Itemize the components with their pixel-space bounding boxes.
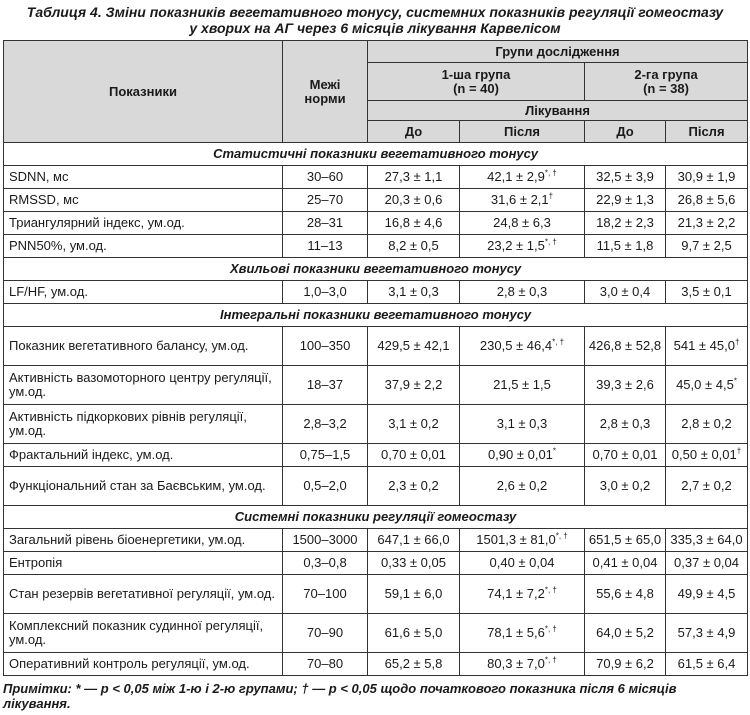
cell-value: 100–350: [299, 338, 351, 353]
group1-after-cell: [460, 366, 585, 405]
cell-value: 3,0 ± 0,4: [599, 284, 651, 299]
cell-value: 80,3 ± 7,0: [487, 656, 545, 671]
group1-before-cell: [368, 529, 460, 552]
cell-value: 0,50 ± 0,01: [671, 447, 737, 462]
cell-value: 3,5 ± 0,1: [681, 284, 732, 299]
group2-before-cell: [585, 405, 666, 444]
cell-value: 0,41 ± 0,04: [592, 555, 658, 570]
indicator-cell: [4, 653, 283, 676]
norm-cell: [283, 327, 368, 366]
group2-after-cell: [666, 444, 748, 467]
table-row: [4, 189, 748, 212]
group1-before-cell: [368, 405, 460, 444]
significance-mark: †: [734, 337, 740, 347]
group2-after-cell: [666, 467, 748, 506]
caption-line-2: у хворих на АГ через 6 місяців лікування Карвелісом: [189, 20, 561, 36]
norm-cell: [283, 467, 368, 506]
cell-value: 0,75–1,5: [299, 447, 351, 462]
group2-after-cell: [666, 529, 748, 552]
cell-value: Показник вегетативного балансу, ум.од.: [9, 338, 249, 353]
table-row: [4, 444, 748, 467]
cell-value: 2,7 ± 0,2: [681, 478, 732, 493]
cell-value: 0,5–2,0: [303, 478, 347, 493]
group1-before-cell: [368, 189, 460, 212]
table-row: [4, 653, 748, 676]
cell-value: 0,90 ± 0,01: [487, 447, 553, 462]
cell-value: 25–70: [306, 192, 344, 207]
cell-value: Загальний рівень біоенергетики, ум.од.: [9, 532, 246, 547]
significance-mark: *, †: [544, 585, 557, 595]
cell-value: PNN50%, ум.од.: [9, 238, 107, 253]
cell-value: 3,0 ± 0,2: [599, 478, 651, 493]
group2-before-cell: [585, 327, 666, 366]
group1-after-cell: [460, 235, 585, 258]
group2-before-cell: [585, 444, 666, 467]
cell-value: 70–100: [303, 586, 347, 601]
cell-value: 3,1 ± 0,3: [496, 416, 548, 431]
cell-value: SDNN, мс: [9, 169, 69, 184]
group1-before-cell: [368, 575, 460, 614]
cell-value: Триангулярний індекс, ум.од.: [9, 215, 185, 230]
cell-value: 1,0–3,0: [303, 284, 347, 299]
table-notes: Примітки: * — р < 0,05 між 1-ю і 2-ю групами; † — р < 0,05 щодо початкового показника після 6 місяців лікування.: [3, 681, 677, 711]
cell-value: 21,3 ± 2,2: [677, 215, 736, 230]
cell-value: 28–31: [306, 215, 344, 230]
group1-after-cell: [460, 405, 585, 444]
group1-before-cell: [368, 444, 460, 467]
section-title: Системні показники регуляції гомеостазу: [4, 506, 748, 529]
group1-after-cell: [460, 653, 585, 676]
data-table: [3, 40, 748, 676]
cell-value: 541 ± 45,0: [673, 338, 735, 353]
cell-value: 0,70 ± 0,01: [381, 447, 446, 462]
cell-value: Функціональний стан за Баєвським, ум.од.: [9, 478, 266, 493]
group2-after-cell: [666, 189, 748, 212]
group2-before-cell: [585, 575, 666, 614]
group2-before-cell: [585, 552, 666, 575]
cell-value: 61,5 ± 6,4: [677, 656, 736, 671]
cell-value: 57,3 ± 4,9: [677, 625, 736, 640]
section-row: [4, 143, 748, 166]
cell-value: 31,6 ± 2,1: [490, 192, 549, 207]
group1-before-cell: [368, 653, 460, 676]
group2-after-cell: [666, 281, 748, 304]
indicator-cell: [4, 212, 283, 235]
group2-after-cell: [666, 405, 748, 444]
group2-after-cell: [666, 614, 748, 653]
table-row: [4, 366, 748, 405]
cell-value: 3,1 ± 0,2: [388, 416, 439, 431]
cell-value: 30–60: [306, 169, 344, 184]
header-g1-after: Після: [460, 121, 585, 143]
group1-after-cell: [460, 444, 585, 467]
significance-mark: *: [733, 376, 737, 386]
indicator-cell: [4, 327, 283, 366]
cell-value: 2,8–3,2: [303, 416, 347, 431]
section-title: Статистичні показники вегетативного тонусу: [4, 143, 748, 166]
cell-value: 49,9 ± 4,5: [677, 586, 736, 601]
group2-before-cell: [585, 467, 666, 506]
significance-mark: *, †: [544, 237, 557, 247]
table-row: [4, 212, 748, 235]
cell-value: Стан резервів вегетативної регуляції, ум.од.: [9, 586, 275, 601]
norm-cell: [283, 212, 368, 235]
cell-value: 2,3 ± 0,2: [388, 478, 439, 493]
norm-cell: [283, 552, 368, 575]
indicator-cell: [4, 405, 283, 444]
cell-value: 230,5 ± 46,4: [479, 338, 553, 353]
cell-value: 21,5 ± 1,5: [493, 377, 551, 392]
group1-before-cell: [368, 366, 460, 405]
significance-mark: *, †: [552, 337, 565, 347]
cell-value: Комплексний показник судинної регуляції, ум.од.: [9, 618, 264, 647]
group1-before-cell: [368, 467, 460, 506]
cell-value: Фрактальний індекс, ум.од.: [9, 447, 174, 462]
cell-value: 61,6 ± 5,0: [384, 625, 443, 640]
group2-before-cell: [585, 366, 666, 405]
table-row: [4, 467, 748, 506]
cell-value: 0,37 ± 0,04: [674, 555, 739, 570]
header-treatment: Лікування: [368, 101, 748, 121]
group2-after-cell: [666, 552, 748, 575]
group1-before-cell: [368, 327, 460, 366]
header-norm: Межі норми: [283, 41, 368, 143]
section-row: [4, 304, 748, 327]
table-row: [4, 529, 748, 552]
table-row: [4, 575, 748, 614]
table-row: [4, 327, 748, 366]
cell-value: 2,8 ± 0,3: [496, 284, 548, 299]
group1-before-cell: [368, 614, 460, 653]
cell-value: 70–90: [306, 625, 344, 640]
indicator-cell: [4, 235, 283, 258]
group1-after-cell: [460, 552, 585, 575]
cell-value: 0,70 ± 0,01: [592, 447, 658, 462]
cell-value: 18,2 ± 2,3: [596, 215, 654, 230]
table-row: [4, 405, 748, 444]
group2-after-cell: [666, 575, 748, 614]
group2-after-cell: [666, 327, 748, 366]
header-group-2: 2-га група (n = 38): [585, 63, 748, 101]
norm-cell: [283, 281, 368, 304]
norm-cell: [283, 366, 368, 405]
cell-value: 78,1 ± 5,6: [487, 625, 545, 640]
cell-value: 1500–3000: [292, 532, 358, 547]
group2-after-cell: [666, 366, 748, 405]
norm-cell: [283, 614, 368, 653]
indicator-cell: [4, 366, 283, 405]
indicator-cell: [4, 189, 283, 212]
group1-before-cell: [368, 552, 460, 575]
group2-after-cell: [666, 212, 748, 235]
norm-cell: [283, 189, 368, 212]
group2-before-cell: [585, 235, 666, 258]
significance-mark: *, †: [544, 624, 557, 634]
group1-after-cell: [460, 212, 585, 235]
cell-value: 59,1 ± 6,0: [384, 586, 443, 601]
norm-cell: [283, 444, 368, 467]
section-row: [4, 506, 748, 529]
table-row: [4, 166, 748, 189]
header-g1-before: До: [368, 121, 460, 143]
section-row: [4, 258, 748, 281]
norm-cell: [283, 529, 368, 552]
significance-mark: †: [736, 446, 742, 456]
group1-before-cell: [368, 235, 460, 258]
cell-value: 20,3 ± 0,6: [384, 192, 443, 207]
cell-value: 23,2 ± 1,5: [487, 238, 545, 253]
cell-value: 0,40 ± 0,04: [489, 555, 555, 570]
cell-value: 42,1 ± 2,9: [487, 169, 545, 184]
group1-before-cell: [368, 212, 460, 235]
table-row: [4, 235, 748, 258]
cell-value: 30,9 ± 1,9: [677, 169, 736, 184]
group2-before-cell: [585, 614, 666, 653]
cell-value: 11–13: [307, 238, 343, 253]
group2-before-cell: [585, 212, 666, 235]
group2-before-cell: [585, 166, 666, 189]
cell-value: 335,3 ± 64,0: [670, 532, 743, 547]
indicator-cell: [4, 529, 283, 552]
group1-after-cell: [460, 529, 585, 552]
header-g2-before: До: [585, 121, 666, 143]
table-row: [4, 552, 748, 575]
group2-after-cell: [666, 235, 748, 258]
cell-value: 64,0 ± 5,2: [596, 625, 654, 640]
significance-mark: *, †: [544, 168, 557, 178]
cell-value: 18–37: [306, 377, 344, 392]
cell-value: 70–80: [306, 656, 344, 671]
group1-before-cell: [368, 166, 460, 189]
significance-mark: *, †: [555, 531, 568, 541]
header-indicators: Показники: [4, 41, 283, 143]
group1-after-cell: [460, 189, 585, 212]
norm-cell: [283, 653, 368, 676]
cell-value: 2,8 ± 0,2: [681, 416, 732, 431]
cell-value: 26,8 ± 5,6: [677, 192, 736, 207]
table-header: [4, 41, 748, 143]
group2-before-cell: [585, 529, 666, 552]
group2-before-cell: [585, 189, 666, 212]
norm-cell: [283, 575, 368, 614]
group1-after-cell: [460, 467, 585, 506]
group1-before-cell: [368, 281, 460, 304]
cell-value: 0,33 ± 0,05: [381, 555, 446, 570]
group2-after-cell: [666, 166, 748, 189]
significance-mark: *, †: [544, 655, 557, 665]
cell-value: 1501,3 ± 81,0: [476, 532, 556, 547]
caption-line-1: Таблиця 4. Зміни показників вегетативного тонусу, системних показників регуляції гомеостазу: [26, 4, 724, 20]
table-caption: [0, 0, 750, 34]
cell-value: 8,2 ± 0,5: [388, 238, 439, 253]
header-group-1: 1-ша група (n = 40): [368, 63, 585, 101]
cell-value: 37,9 ± 2,2: [384, 377, 443, 392]
table-row: [4, 281, 748, 304]
group1-after-cell: [460, 575, 585, 614]
cell-value: 74,1 ± 7,2: [487, 586, 545, 601]
indicator-cell: [4, 575, 283, 614]
cell-value: Ентропія: [9, 555, 63, 570]
table-body: [4, 143, 748, 676]
header-g2-after: Після: [666, 121, 748, 143]
indicator-cell: [4, 552, 283, 575]
section-title: Інтегральні показники вегетативного тонусу: [4, 304, 748, 327]
group2-before-cell: [585, 653, 666, 676]
group2-before-cell: [585, 281, 666, 304]
cell-value: 32,5 ± 3,9: [596, 169, 654, 184]
norm-cell: [283, 166, 368, 189]
cell-value: Активність вазомоторного центру регуляції, ум.од.: [9, 370, 272, 399]
cell-value: LF/HF, ум.од.: [9, 284, 88, 299]
group2-after-cell: [666, 653, 748, 676]
cell-value: 55,6 ± 4,8: [596, 586, 654, 601]
significance-mark: *: [552, 446, 557, 456]
header-groups: Групи дослідження: [368, 41, 748, 63]
cell-value: 3,1 ± 0,3: [388, 284, 439, 299]
cell-value: 647,1 ± 66,0: [377, 532, 450, 547]
cell-value: 39,3 ± 2,6: [596, 377, 654, 392]
cell-value: 27,3 ± 1,1: [384, 169, 443, 184]
indicator-cell: [4, 281, 283, 304]
cell-value: 2,8 ± 0,3: [599, 416, 651, 431]
indicator-cell: [4, 467, 283, 506]
cell-value: 2,6 ± 0,2: [496, 478, 548, 493]
cell-value: 45,0 ± 4,5: [676, 377, 734, 392]
group1-after-cell: [460, 166, 585, 189]
cell-value: 429,5 ± 42,1: [377, 338, 450, 353]
cell-value: Активність підкоркових рівнів регуляції, ум.од.: [9, 409, 247, 438]
cell-value: 11,5 ± 1,8: [596, 238, 654, 253]
cell-value: 70,9 ± 6,2: [596, 656, 654, 671]
indicator-cell: [4, 614, 283, 653]
group1-after-cell: [460, 614, 585, 653]
significance-mark: †: [548, 191, 554, 201]
section-title: Хвильові показники вегетативного тонусу: [4, 258, 748, 281]
group1-after-cell: [460, 281, 585, 304]
norm-cell: [283, 235, 368, 258]
group1-after-cell: [460, 327, 585, 366]
cell-value: 24,8 ± 6,3: [493, 215, 551, 230]
cell-value: 22,9 ± 1,3: [596, 192, 654, 207]
cell-value: 16,8 ± 4,6: [384, 215, 443, 230]
cell-value: Оперативний контроль регуляції, ум.од.: [9, 656, 250, 671]
indicator-cell: [4, 444, 283, 467]
table-row: [4, 614, 748, 653]
cell-value: 9,7 ± 2,5: [681, 238, 732, 253]
cell-value: RMSSD, мс: [9, 192, 79, 207]
indicator-cell: [4, 166, 283, 189]
norm-cell: [283, 405, 368, 444]
cell-value: 426,8 ± 52,8: [588, 338, 662, 353]
cell-value: 651,5 ± 65,0: [588, 532, 662, 547]
cell-value: 0,3–0,8: [303, 555, 347, 570]
cell-value: 65,2 ± 5,8: [384, 656, 443, 671]
